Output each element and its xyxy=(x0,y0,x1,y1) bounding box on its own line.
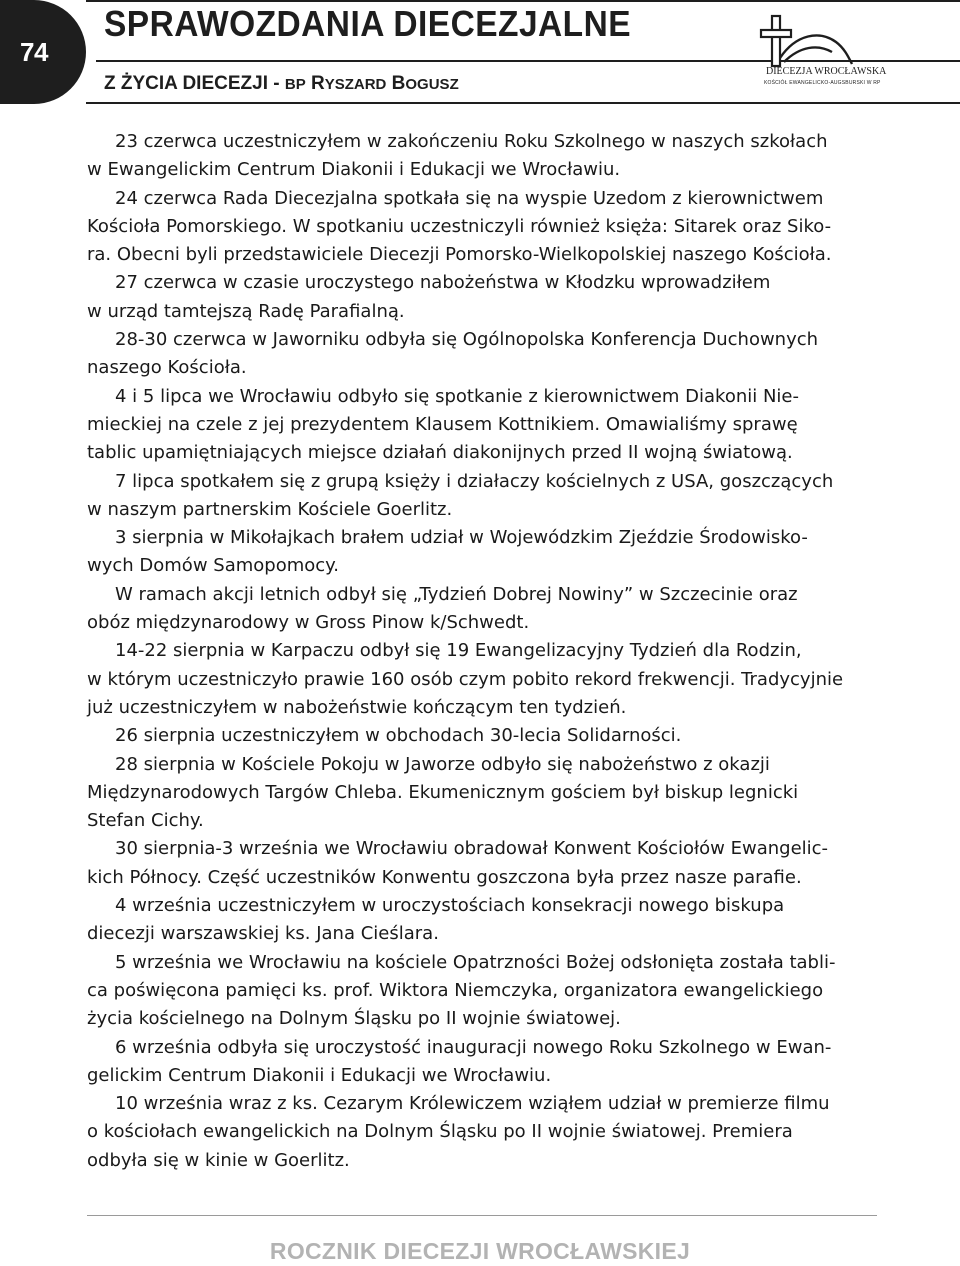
page-number-tab xyxy=(0,0,86,104)
logo-name: DIECEZJA WROCŁAWSKA xyxy=(766,66,887,77)
footer-publication-title: ROCZNIK DIECEZJI WROCŁAWSKIEJ xyxy=(269,1238,691,1264)
paragraph: 14-22 sierpnia w Karpaczu odbył się 19 Ewangelizacyjny Tydzień dla Rodzin, w którym uczestniczyło prawie 160 osób czym pobito rekord frekwencji. Tradycyjnie już uczestniczyłem w nabożeństwie kończącym ten tydzień. xyxy=(87,640,844,718)
paragraph: 28 sierpnia w Kościele Pokoju w Jaworze odbyło się nabożeństwo z okazji Międzynarodowych Targów Chleba. Ekumenicznym gościem był biskup legnicki Stefan Cichy. xyxy=(87,753,799,832)
paragraph: 6 września odbyła się uroczystość inauguracji nowego Roku Szkolnego w Ewan- gelickim Centrum Diakonii i Edukacji we Wrocławiu. xyxy=(87,1036,832,1086)
paragraph: 23 czerwca uczestniczyłem w zakończeniu Roku Szkolnego w naszych szkołach w Ewangelickim Centrum Diakonii i Edukacji we Wrocławiu. xyxy=(87,131,828,181)
paragraph: 30 sierpnia-3 września we Wrocławiu obradował Konwent Kościołów Ewangelic- kich Północy. Część uczestników Konwentu goszczona była przez nasze parafie. xyxy=(87,838,829,888)
subtitle-name-initial-b: B xyxy=(386,73,406,94)
paragraph: 10 września wraz z ks. Cezarym Królewiczem wziąłem udział w premierze filmu o kościołach ewangelickich na Dolnym Śląsku po II wojnie światowej. Premiera odbyła się w kinie w Goerlitz. xyxy=(87,1093,830,1171)
section-title: SPRAWOZDANIA DIECEZJALNE xyxy=(104,3,632,44)
subtitle-bp: BP xyxy=(284,76,306,93)
page-number: 74 xyxy=(20,37,48,67)
header-rule-bottom xyxy=(86,102,960,104)
header-rule-top xyxy=(86,0,960,2)
section-subtitle xyxy=(104,73,459,95)
subtitle-main: Z ŻYCIA DIECEZJI - xyxy=(104,73,285,94)
paragraph: 26 sierpnia uczestniczyłem w obchodach 30-lecia Solidarności. xyxy=(115,725,682,747)
report-body xyxy=(87,128,877,1175)
paragraph: 5 września we Wrocławiu na kościele Opatrzności Bożej odsłonięta została tabli- ca poświęcona pamięci ks. prof. Wiktora Niemczyka, organizatora ewangelickiego życia kościelnego na Dolnym Śląsku po II wojnie światowej. xyxy=(87,951,836,1030)
paragraph: 27 czerwca w czasie uroczystego nabożeństwa w Kłodzku wprowadziłem w urząd tamtejszą Radę Parafialną. xyxy=(87,272,771,322)
subtitle-name-initial-r: R xyxy=(305,73,325,94)
paragraph: W ramach akcji letnich odbył się „Tydzień Dobrej Nowiny” w Szczecinie oraz obóz międzynarodowy w Gross Pinow k/Schwedt. xyxy=(87,583,798,634)
paragraph: 3 sierpnia w Mikołajkach brałem udział w Wojewódzkim Zjeździe Środowisko- wych Domów Samopomocy. xyxy=(87,527,808,577)
paragraph: 7 lipca spotkałem się z grupą księży i działaczy kościelnych z USA, goszczących w naszym partnerskim Kościele Goerlitz. xyxy=(87,470,834,520)
logo-tagline: KOŚCIÓŁ EWANGELICKO-AUGSBURSKI W RP xyxy=(764,80,881,86)
paragraph: 24 czerwca Rada Diecezjalna spotkała się na wyspie Uzedom z kierownictwem Kościoła Pomorskiego. W spotkaniu uczestniczyli również księża: Sitarek oraz Siko- ra. Obecni byli przedstawiciele Diecezji Pomorsko-Wielkopolskiej naszego Kościoła. xyxy=(87,187,832,266)
footer-rule xyxy=(87,1215,877,1216)
paragraph: 4 września uczestniczyłem w uroczystościach konsekracji nowego biskupa diecezji warszawskiej ks. Jana Cieślara. xyxy=(87,895,785,945)
fish-swoosh-icon xyxy=(780,35,852,64)
paragraph: 4 i 5 lipca we Wrocławiu odbyło się spotkanie z kierownictwem Diakonii Nie- mieckiej na czele z jej prezydentem Klausem Kottnikiem. Omawialiśmy sprawę tablic upamiętniających miejsce działań diakonijnych przed II wojną światową. xyxy=(87,385,799,464)
subtitle-name-rest-r: YSZARD xyxy=(324,76,387,93)
paragraph: 28-30 czerwca w Jaworniku odbyła się Ogólnopolska Konferencja Duchownych naszego Kościoła. xyxy=(87,329,819,379)
subtitle-name-rest-b: OGUSZ xyxy=(405,76,459,93)
